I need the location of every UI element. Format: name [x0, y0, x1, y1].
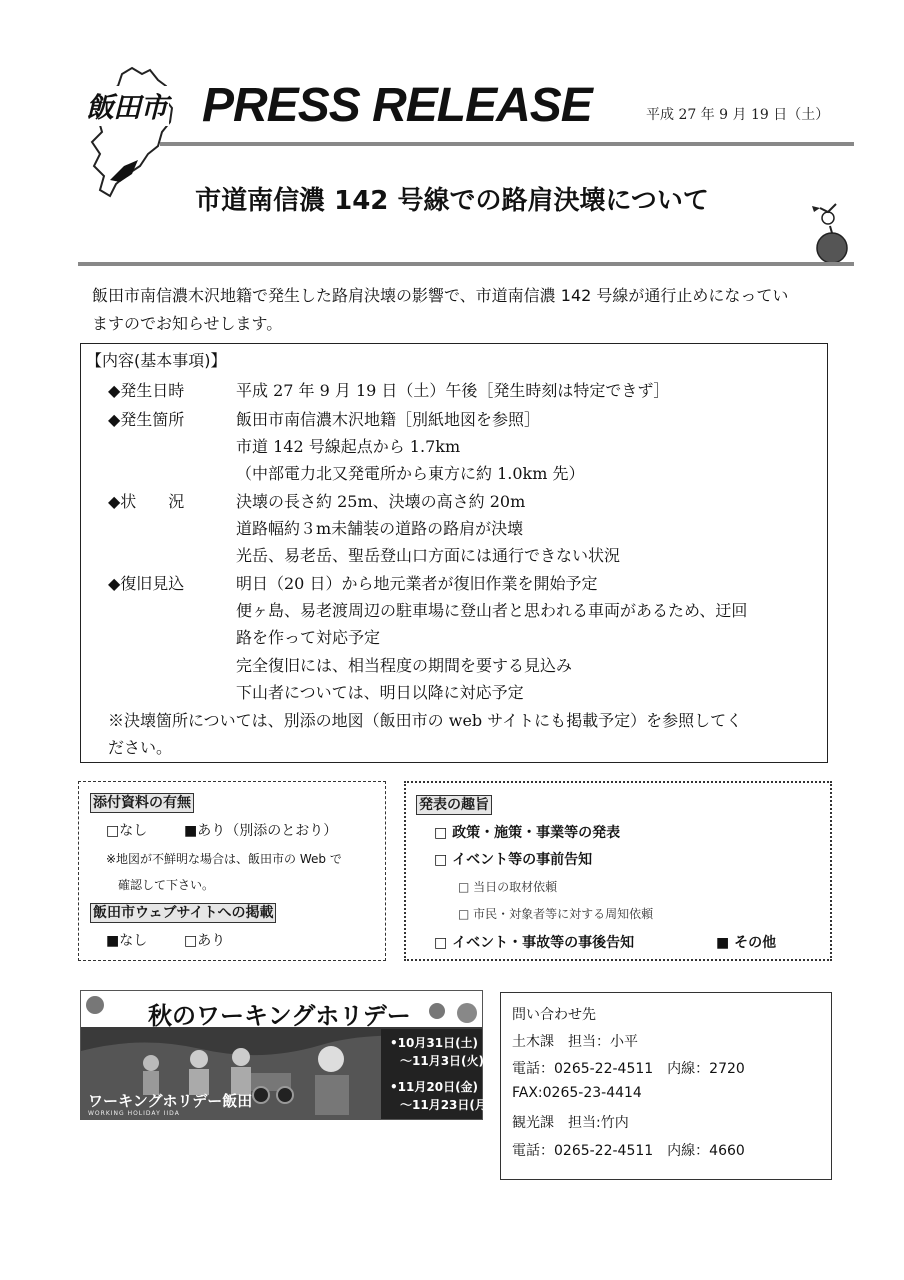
- intro-line-2: ますのでお知らせします。: [92, 314, 283, 333]
- attachments-note: 確認して下さい。: [118, 878, 215, 892]
- status-label: ◆状 況: [108, 492, 185, 511]
- location-line: （中部電力北又発電所から東方に約 1.0km 先）: [236, 464, 585, 483]
- intro-line-1: 飯田市南信濃木沢地籍で発生した路肩決壊の影響で、市道南信濃 142 号線が通行止めになってい: [92, 286, 789, 305]
- website-yes-option: □あり: [184, 933, 226, 949]
- intro-paragraph: [92, 282, 852, 338]
- occurrence-time-value: 平成 27 年 9 月 19 日（土）午後［発生時刻は特定できず］: [236, 381, 670, 400]
- occurrence-time-label: ◆発生日時: [108, 381, 185, 400]
- banner-subtitle-en: WORKING HOLIDAY IIDA: [88, 1110, 180, 1117]
- contact-tourism-phone: 電話：0265-22-4511 内線：4660: [512, 1143, 745, 1159]
- purpose-after-notice: □ イベント・事故等の事後告知: [434, 935, 635, 951]
- content-heading: 【内容(基本事項)】: [86, 351, 227, 370]
- contact-civil-phone: 電話：0265-22-4511 内線：2720: [512, 1061, 745, 1077]
- contact-tourism-dept: 観光課 担当:竹内: [512, 1115, 629, 1131]
- status-line: 光岳、易老岳、聖岳登山口方面には通行できない状況: [236, 546, 621, 565]
- status-line: 決壊の長さ約 25m、決壊の高さ約 20m: [236, 492, 526, 511]
- mascot-apple-illustration: [806, 198, 858, 264]
- recovery-label: ◆復旧見込: [108, 574, 185, 593]
- banner-date-2: •11月20日(金): [390, 1080, 479, 1094]
- banner-subtitle: ワーキングホリデー飯田: [88, 1092, 253, 1110]
- map-note-line-2: ださい。: [108, 738, 173, 757]
- attachments-none-option: □なし: [106, 823, 148, 839]
- recovery-line: 明日（20 日）から地元業者が復旧作業を開始予定: [236, 574, 598, 593]
- recovery-line: 便ヶ島、易老渡周辺の駐車場に登山者と思われる車両があるため、迂回: [236, 601, 748, 620]
- location-line: 市道 142 号線起点から 1.7km: [236, 437, 461, 456]
- city-logo-text: 飯田市: [84, 86, 169, 126]
- banner-date-1: •10月31日(土): [390, 1036, 479, 1050]
- purpose-policy: □ 政策・施策・事業等の発表: [434, 825, 621, 841]
- document-title: 市道南信濃 142 号線での路肩決壊について: [195, 186, 709, 216]
- banner-date-1-end: 〜11月3日(火): [400, 1054, 485, 1068]
- attachments-heading: 添付資料の有無: [90, 793, 194, 813]
- recovery-line: 路を作って対応予定: [236, 628, 381, 647]
- release-date: 平成 27 年 9 月 19 日（土）: [646, 107, 830, 123]
- website-heading: 飯田市ウェブサイトへの掲載: [90, 903, 276, 923]
- status-line: 道路幅約３m未舗装の道路の路肩が決壊: [236, 519, 524, 538]
- recovery-line: 下山者については、明日以降に対応予定: [236, 683, 524, 702]
- banner-date-2-end: 〜11月23日(月): [400, 1098, 493, 1112]
- title-rule: [78, 262, 854, 266]
- purpose-public-notice: □ 市民・対象者等に対する周知依頼: [458, 907, 654, 921]
- attachments-note: ※地図が不鮮明な場合は、飯田市の Web で: [106, 852, 342, 866]
- contact-heading: 問い合わせ先: [512, 1007, 596, 1023]
- contact-civil-dept: 土木課 担当：小平: [512, 1034, 638, 1050]
- press-release-title: PRESS RELEASE: [202, 79, 592, 132]
- location-line: 飯田市南信濃木沢地籍［別紙地図を参照］: [236, 410, 541, 429]
- purpose-coverage-request: □ 当日の取材依頼: [458, 880, 558, 894]
- header-rule: [160, 142, 854, 146]
- contact-fax: FAX:0265-23-4414: [512, 1085, 642, 1101]
- recovery-line: 完全復旧には、相当程度の期間を要する見込み: [236, 656, 573, 675]
- banner-title: 秋のワーキングホリデー: [148, 1002, 411, 1030]
- purpose-event-notice: □ イベント等の事前告知: [434, 852, 593, 868]
- attachments-yes-option: ■あり（別添のとおり）: [184, 823, 338, 839]
- purpose-heading: 発表の趣旨: [416, 795, 492, 815]
- map-note-line-1: ※決壊箇所については、別添の地図（飯田市の web サイトにも掲載予定）を参照してく: [108, 711, 743, 730]
- website-none-option: ■なし: [106, 933, 148, 949]
- location-label: ◆発生箇所: [108, 410, 185, 429]
- purpose-other: ■ その他: [716, 935, 777, 951]
